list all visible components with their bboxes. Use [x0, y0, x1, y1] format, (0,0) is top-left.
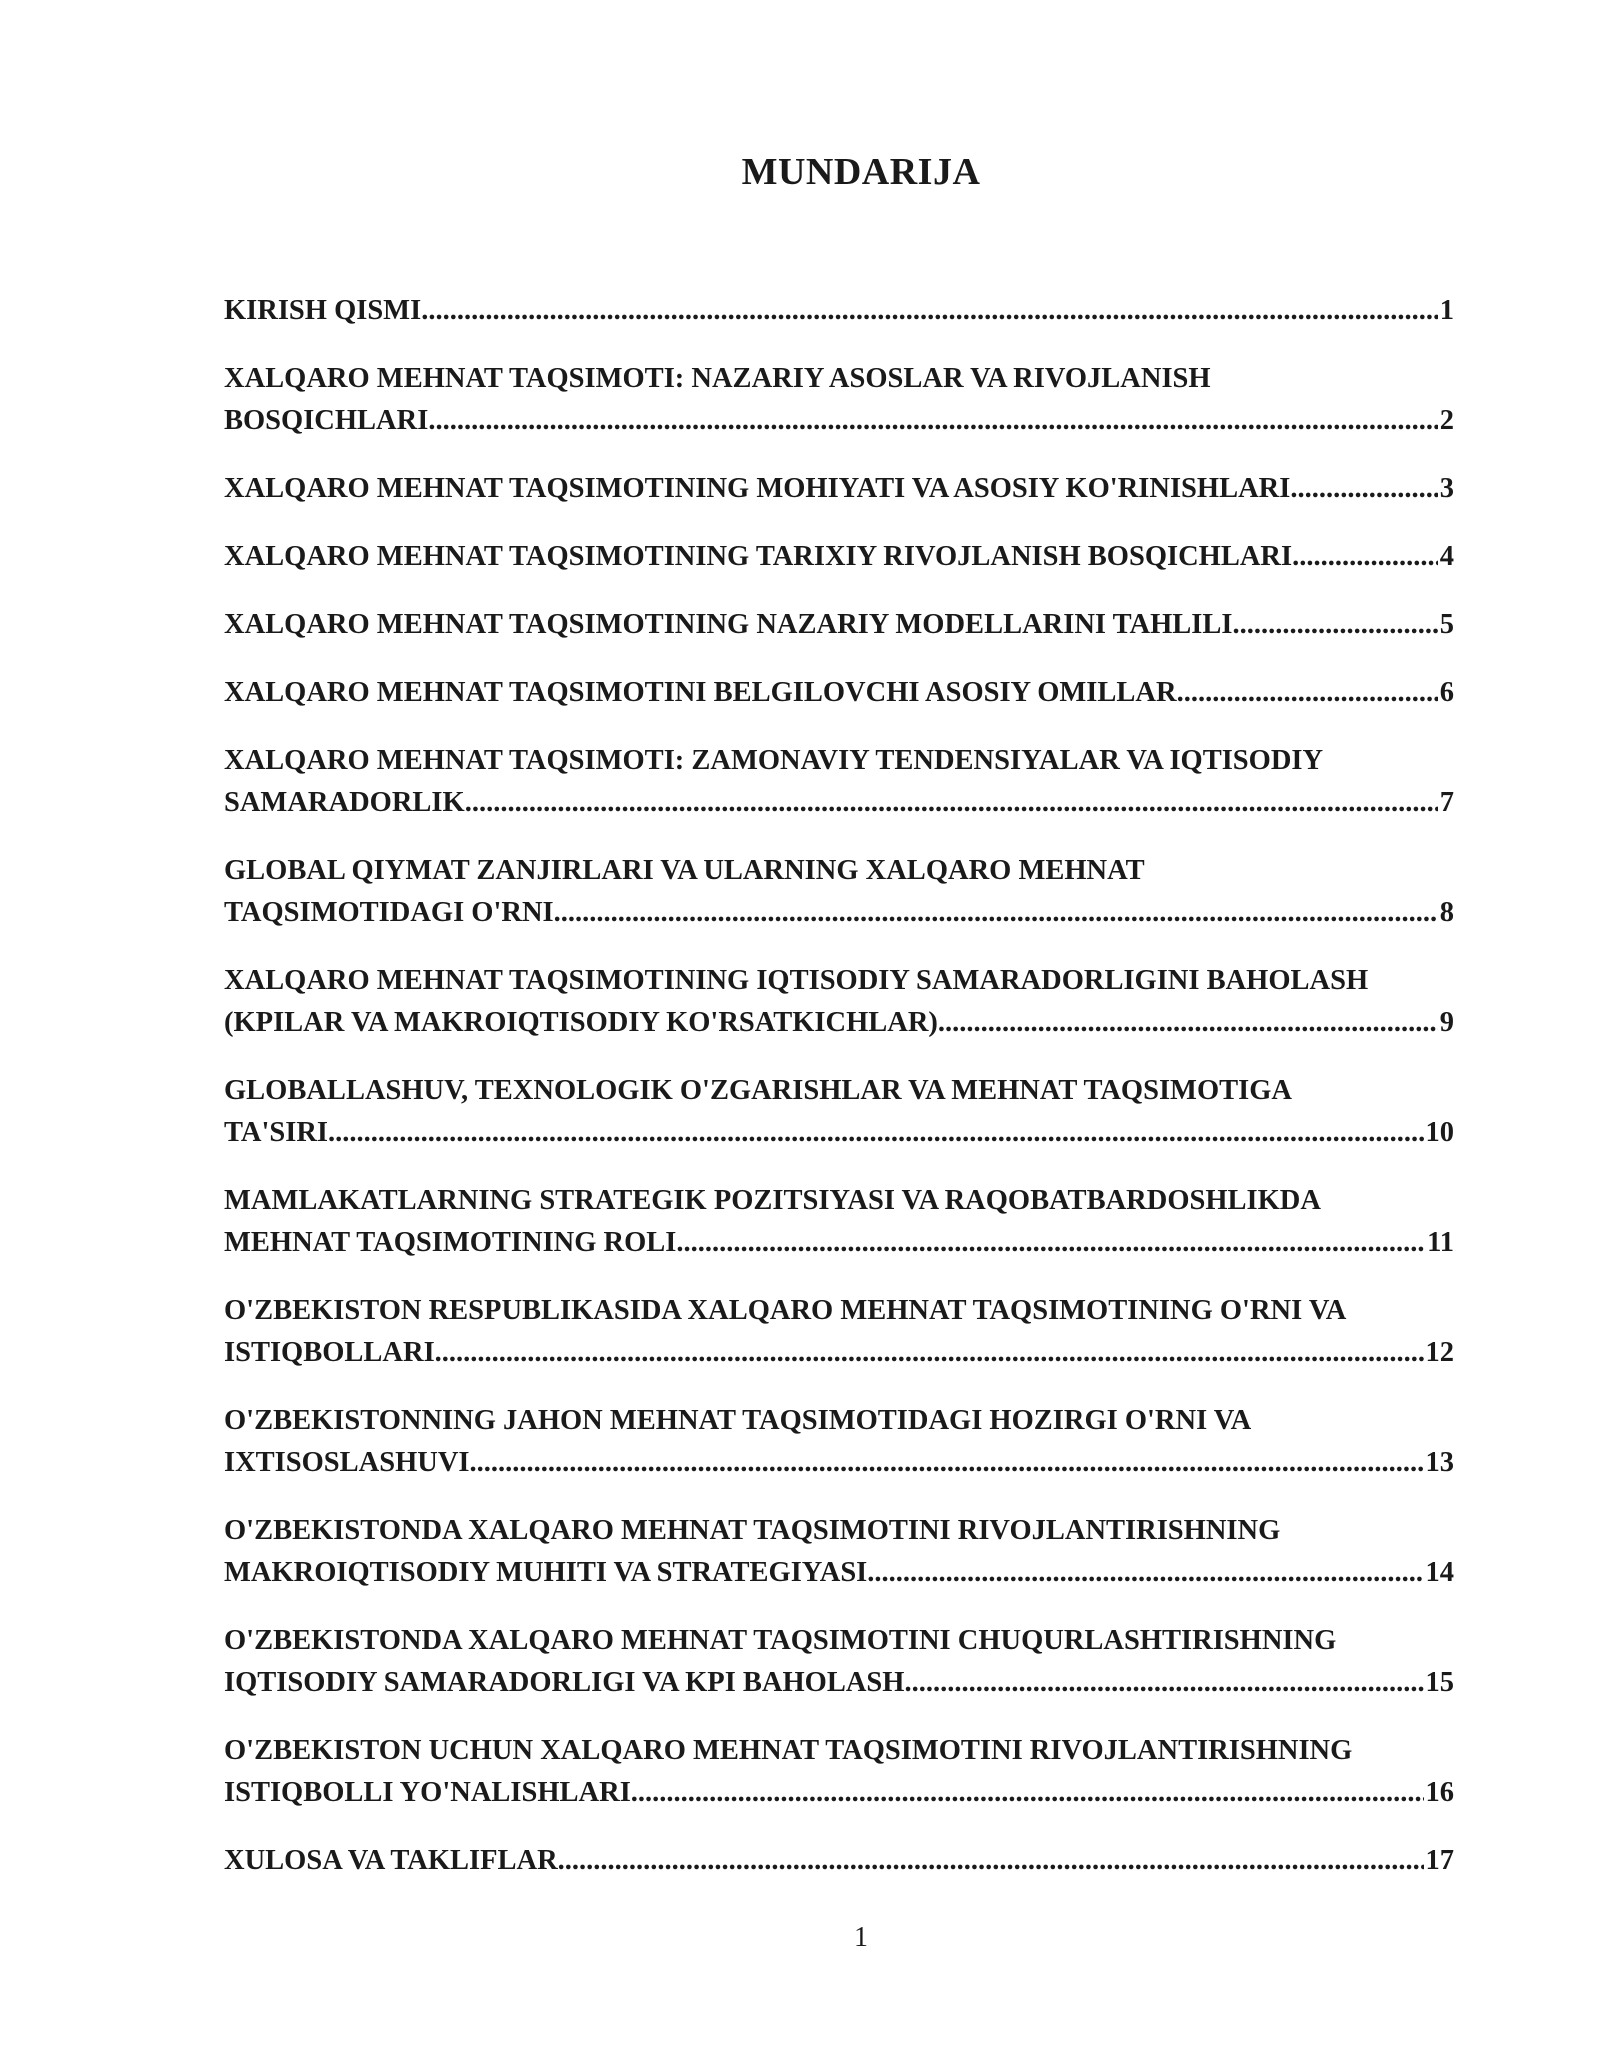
- table-of-contents: [224, 290, 1500, 1908]
- dot-leader: [470, 1442, 1424, 1484]
- toc-page-number: 5: [1439, 609, 1454, 640]
- dot-leader: [554, 892, 1438, 934]
- dot-leader: [465, 782, 1438, 824]
- toc-entry-title: MAKROIQTISODIY MUHITI VA STRATEGIYASI: [224, 1557, 868, 1588]
- toc-page-number: 11: [1427, 1227, 1454, 1258]
- dot-leader: [421, 290, 1438, 332]
- page-title: MUNDARIJA: [741, 151, 981, 193]
- dot-leader: [867, 1552, 1423, 1594]
- dot-leader: [1292, 536, 1438, 578]
- toc-page-number: 4: [1439, 541, 1454, 572]
- dot-leader: [435, 1332, 1424, 1374]
- toc-entry[interactable]: [224, 536, 1454, 578]
- dot-leader: [558, 1840, 1424, 1882]
- toc-entry[interactable]: [224, 1400, 1454, 1484]
- toc-entry-title: TAQSIMOTIDAGI O'RNI: [224, 897, 554, 928]
- toc-entry[interactable]: [224, 1180, 1454, 1264]
- toc-entry-title: KIRISH QISMI: [224, 295, 422, 326]
- toc-page-number: 15: [1425, 1667, 1454, 1698]
- toc-page-number: 7: [1439, 787, 1454, 818]
- toc-page-number: 12: [1425, 1337, 1454, 1368]
- toc-page-number: 17: [1425, 1845, 1454, 1876]
- toc-entry-final-line: [224, 536, 1454, 578]
- toc-entry-final-line: [224, 892, 1454, 934]
- dot-leader: [631, 1772, 1424, 1814]
- toc-entry-title: IQTISODIY SAMARADORLIGI VA KPI BAHOLASH: [224, 1667, 905, 1698]
- toc-entry[interactable]: [224, 358, 1454, 442]
- toc-entry[interactable]: [224, 850, 1454, 934]
- toc-entry-title: IXTISOSLASHUVI: [224, 1447, 470, 1478]
- toc-entry-title: XALQARO MEHNAT TAQSIMOTINI BELGILOVCHI ASOSIY OMILLAR: [224, 677, 1177, 708]
- toc-entry-final-line: [224, 1002, 1454, 1044]
- toc-entry-title: (KPILAR VA MAKROIQTISODIY KO'RSATKICHLAR): [224, 1007, 938, 1038]
- page-number: 1: [854, 1922, 868, 1953]
- dot-leader: [904, 1662, 1423, 1704]
- dot-leader: [328, 1112, 1423, 1154]
- toc-entry-final-line: [224, 604, 1454, 646]
- toc-entry-line: O'ZBEKISTON UCHUN XALQARO MEHNAT TAQSIMOTINI RIVOJLANTIRISHNING: [224, 1735, 1353, 1766]
- toc-entry[interactable]: [224, 672, 1454, 714]
- dot-leader: [1177, 672, 1438, 714]
- toc-page-number: 6: [1439, 677, 1454, 708]
- toc-entry-line: O'ZBEKISTONDA XALQARO MEHNAT TAQSIMOTINI RIVOJLANTIRISHNING: [224, 1515, 1281, 1546]
- toc-entry[interactable]: [224, 290, 1454, 332]
- toc-entry-final-line: [224, 290, 1454, 332]
- toc-entry-title: ISTIQBOLLARI: [224, 1337, 435, 1368]
- toc-entry[interactable]: [224, 740, 1454, 824]
- dot-leader: [676, 1222, 1425, 1264]
- toc-entry-final-line: [224, 1222, 1454, 1264]
- toc-entry-final-line: [224, 672, 1454, 714]
- toc-page-number: 3: [1439, 473, 1454, 504]
- toc-entry-final-line: [224, 1442, 1454, 1484]
- toc-entry-line: GLOBALLASHUV, TEXNOLOGIK O'ZGARISHLAR VA MEHNAT TAQSIMOTIGA: [224, 1075, 1292, 1106]
- toc-page-number: 14: [1425, 1557, 1454, 1588]
- toc-entry-line: MAMLAKATLARNING STRATEGIK POZITSIYASI VA RAQOBATBARDOSHLIKDA: [224, 1185, 1321, 1216]
- toc-entry-title: XALQARO MEHNAT TAQSIMOTINING NAZARIY MODELLARINI TAHLILI: [224, 609, 1233, 640]
- toc-entry[interactable]: [224, 1290, 1500, 1374]
- toc-entry-final-line: [224, 1840, 1454, 1882]
- toc-page-number: 16: [1425, 1777, 1454, 1808]
- toc-entry-final-line: [224, 400, 1454, 442]
- toc-entry-title: BOSQICHLARI: [224, 405, 429, 436]
- toc-entry-final-line: [224, 1662, 1454, 1704]
- toc-page-number: 1: [1439, 295, 1454, 326]
- toc-entry[interactable]: [224, 604, 1454, 646]
- toc-entry-title: XULOSA VA TAKLIFLAR: [224, 1845, 558, 1876]
- dot-leader: [428, 400, 1437, 442]
- toc-entry-line: XALQARO MEHNAT TAQSIMOTINING IQTISODIY SAMARADORLIGINI BAHOLASH: [224, 965, 1369, 996]
- toc-entry[interactable]: [224, 1070, 1454, 1154]
- toc-entry[interactable]: [224, 468, 1454, 510]
- toc-entry-title: SAMARADORLIK: [224, 787, 465, 818]
- toc-entry[interactable]: [224, 1840, 1454, 1882]
- toc-entry-final-line: [224, 782, 1454, 824]
- toc-entry-line: XALQARO MEHNAT TAQSIMOTI: NAZARIY ASOSLAR VA RIVOJLANISH: [224, 363, 1211, 394]
- toc-entry-final-line: [224, 1772, 1454, 1814]
- toc-page-number: 2: [1439, 405, 1454, 436]
- toc-entry-line: XALQARO MEHNAT TAQSIMOTI: ZAMONAVIY TENDENSIYALAR VA IQTISODIY: [224, 745, 1324, 776]
- toc-page-number: 8: [1439, 897, 1454, 928]
- toc-page-number: 10: [1425, 1117, 1454, 1148]
- dot-leader: [1290, 468, 1437, 510]
- dot-leader: [1232, 604, 1437, 646]
- toc-page-number: 9: [1439, 1007, 1454, 1038]
- toc-entry-line: O'ZBEKISTON RESPUBLIKASIDA XALQARO MEHNAT TAQSIMOTINING O'RNI VA: [224, 1295, 1347, 1326]
- toc-entry-line: O'ZBEKISTONDA XALQARO MEHNAT TAQSIMOTINI CHUQURLASHTIRISHNING: [224, 1625, 1337, 1656]
- toc-entry-title: ISTIQBOLLI YO'NALISHLARI: [224, 1777, 631, 1808]
- toc-entry-title: XALQARO MEHNAT TAQSIMOTINING MOHIYATI VA ASOSIY KO'RINISHLARI: [224, 473, 1291, 504]
- toc-entry-final-line: [224, 1332, 1454, 1374]
- toc-entry[interactable]: [224, 960, 1500, 1044]
- toc-entry[interactable]: [224, 1730, 1500, 1814]
- toc-entry[interactable]: [224, 1510, 1454, 1594]
- toc-entry-final-line: [224, 468, 1454, 510]
- dot-leader: [938, 1002, 1438, 1044]
- toc-entry[interactable]: [224, 1620, 1454, 1704]
- toc-entry-title: MEHNAT TAQSIMOTINING ROLI: [224, 1227, 677, 1258]
- toc-entry-line: GLOBAL QIYMAT ZANJIRLARI VA ULARNING XALQARO MEHNAT: [224, 855, 1145, 886]
- toc-entry-final-line: [224, 1112, 1454, 1154]
- toc-entry-line: O'ZBEKISTONNING JAHON MEHNAT TAQSIMOTIDAGI HOZIRGI O'RNI VA: [224, 1405, 1252, 1436]
- toc-entry-final-line: [224, 1552, 1454, 1594]
- toc-entry-title: TA'SIRI: [224, 1117, 329, 1148]
- toc-page-number: 13: [1425, 1447, 1454, 1478]
- toc-entry-title: XALQARO MEHNAT TAQSIMOTINING TARIXIY RIVOJLANISH BOSQICHLARI: [224, 541, 1293, 572]
